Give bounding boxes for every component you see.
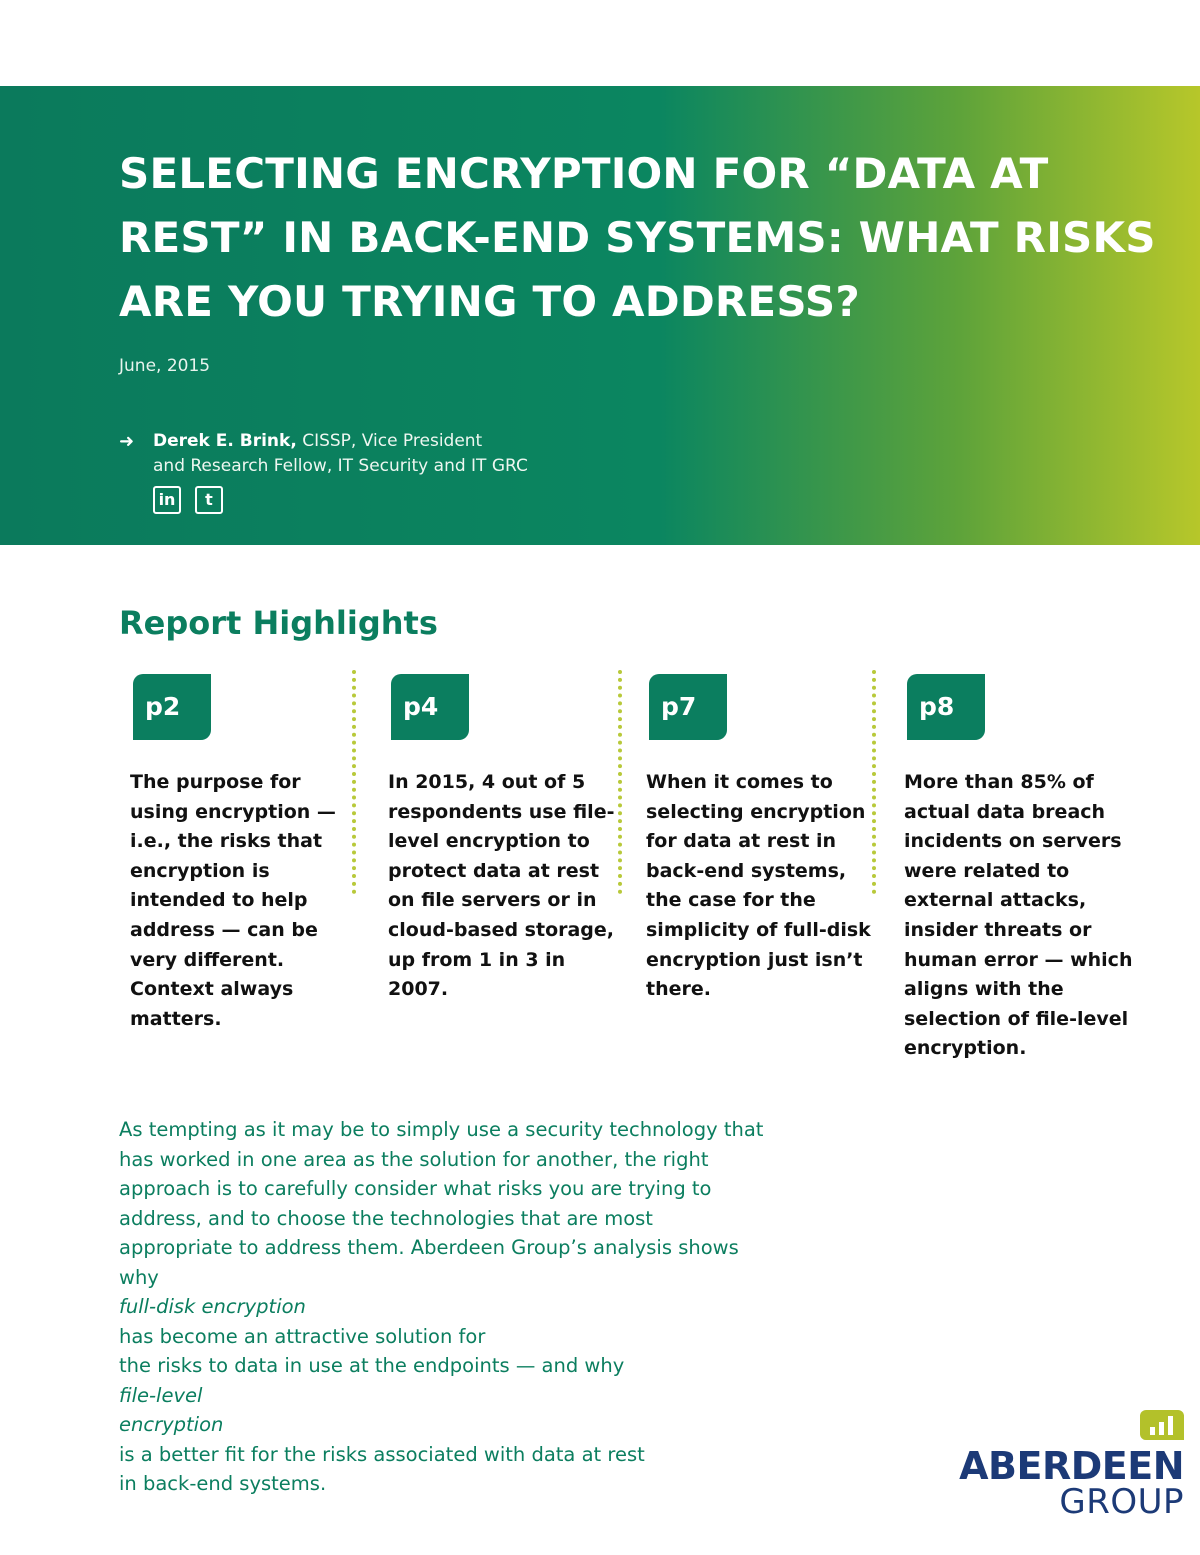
author-block xyxy=(119,429,528,479)
page-badge[interactable]: p8 xyxy=(907,674,985,740)
highlight-line: encryption just isn’t xyxy=(646,948,863,971)
highlight-line: simplicity of full-disk xyxy=(646,918,871,941)
highlight-line: incidents on servers xyxy=(904,830,1122,853)
report-title xyxy=(119,142,1156,334)
highlight-line: The purpose for xyxy=(130,771,301,793)
bar-chart-icon xyxy=(1140,1410,1184,1440)
highlight-line: there. xyxy=(646,978,711,1001)
report-title-line: REST” IN BACK-END SYSTEMS: WHAT RISKS xyxy=(119,213,1156,262)
highlight-line: were related to xyxy=(904,859,1070,882)
intro-paragraph xyxy=(119,1115,779,1499)
highlight-line: Context always xyxy=(130,978,294,1001)
highlight-line: aligns with the xyxy=(904,978,1064,1001)
emphasis-full-disk: full-disk encryption xyxy=(119,1295,306,1318)
logo-word-group: GROUP xyxy=(1059,1482,1184,1522)
social-links xyxy=(153,486,223,514)
highlight-line: insider threats or xyxy=(904,918,1092,941)
author-title: CISSP, Vice President xyxy=(296,431,483,451)
highlight-card xyxy=(646,674,886,1005)
page-badge[interactable]: p2 xyxy=(133,674,211,740)
paragraph-line xyxy=(119,1410,779,1469)
paragraph-line xyxy=(119,1351,779,1410)
text-run: the risks to data in use at the endpoints — and why xyxy=(119,1354,625,1377)
highlight-line: using encryption — xyxy=(130,800,336,823)
paragraph-line: has worked in one area as the solution for another, the right xyxy=(119,1147,709,1171)
twitter-icon[interactable]: t xyxy=(195,486,223,514)
highlight-line: human error — which xyxy=(904,948,1133,971)
text-run: has become an attractive solution for xyxy=(119,1324,486,1348)
highlight-text xyxy=(130,768,370,1034)
highlight-line: actual data breach xyxy=(904,800,1106,823)
highlight-line: encryption. xyxy=(904,1037,1027,1060)
author-name: Derek E. Brink, xyxy=(153,431,297,451)
report-title-line: SELECTING ENCRYPTION FOR “DATA AT xyxy=(119,149,1049,198)
highlight-line: selecting encryption xyxy=(646,800,866,823)
paragraph-line: appropriate to address them. Aberdeen Group’s analysis shows xyxy=(119,1236,739,1259)
highlight-line: for data at rest in xyxy=(646,830,837,853)
highlight-line: level encryption to xyxy=(388,830,590,853)
text-run: why xyxy=(119,1265,159,1289)
header-banner xyxy=(0,86,1200,545)
highlight-line: encryption is xyxy=(130,859,270,882)
column-divider xyxy=(618,670,622,894)
highlight-text xyxy=(904,768,1144,1064)
arrow-right-icon: ➜ xyxy=(119,431,135,452)
emphasis-file-level: file-level xyxy=(119,1383,203,1407)
aberdeen-logo xyxy=(954,1410,1184,1520)
paragraph-line: approach is to carefully consider what risks you are trying to xyxy=(119,1177,712,1200)
highlight-line: up from 1 in 3 in xyxy=(388,948,566,971)
highlight-line: back-end systems, xyxy=(646,859,847,882)
emphasis-encryption: encryption xyxy=(119,1413,224,1436)
highlight-line: respondents use file- xyxy=(388,800,615,823)
column-divider xyxy=(872,670,876,894)
highlight-line: very different. xyxy=(130,948,285,971)
author-line-2: and Research Fellow, IT Security and IT GRC xyxy=(153,456,528,476)
highlight-card xyxy=(388,674,628,1005)
highlight-line: matters. xyxy=(130,1007,222,1030)
highlight-line: In 2015, 4 out of 5 xyxy=(388,771,586,793)
highlights-title: Report Highlights xyxy=(119,604,438,642)
highlight-line: cloud-based storage, xyxy=(388,918,615,941)
paragraph-line: address, and to choose the technologies that are most xyxy=(119,1206,653,1230)
paragraph-line xyxy=(119,1263,779,1352)
highlight-line: More than 85% of xyxy=(904,771,1094,793)
highlight-line: i.e., the risks that xyxy=(130,830,323,853)
highlight-line: 2007. xyxy=(388,978,449,1001)
author-line-1 xyxy=(153,429,528,454)
text-run: is a better fit for the risks associated with data at rest xyxy=(119,1442,645,1466)
highlight-line: intended to help xyxy=(130,889,308,912)
page-badge[interactable]: p7 xyxy=(649,674,727,740)
page-badge[interactable]: p4 xyxy=(391,674,469,740)
linkedin-icon[interactable]: in xyxy=(153,486,181,514)
highlight-line: on file servers or in xyxy=(388,889,597,912)
logo-word-aberdeen: ABERDEEN xyxy=(959,1444,1184,1488)
highlight-line: external attacks, xyxy=(904,889,1087,912)
highlight-line: address — can be xyxy=(130,918,318,941)
highlight-text xyxy=(646,768,886,1005)
report-title-line: ARE YOU TRYING TO ADDRESS? xyxy=(119,277,860,326)
highlight-line: protect data at rest xyxy=(388,859,600,882)
paragraph-line: As tempting as it may be to simply use a security technology that xyxy=(119,1118,764,1141)
column-divider xyxy=(352,670,356,894)
highlight-line: When it comes to xyxy=(646,771,833,793)
report-date: June, 2015 xyxy=(119,356,211,376)
highlight-card xyxy=(904,674,1144,1064)
highlight-line: selection of file-level xyxy=(904,1007,1129,1030)
highlight-text xyxy=(388,768,628,1005)
highlight-card xyxy=(130,674,370,1034)
highlight-line: the case for the xyxy=(646,889,816,912)
paragraph-line: in back-end systems. xyxy=(119,1472,327,1495)
